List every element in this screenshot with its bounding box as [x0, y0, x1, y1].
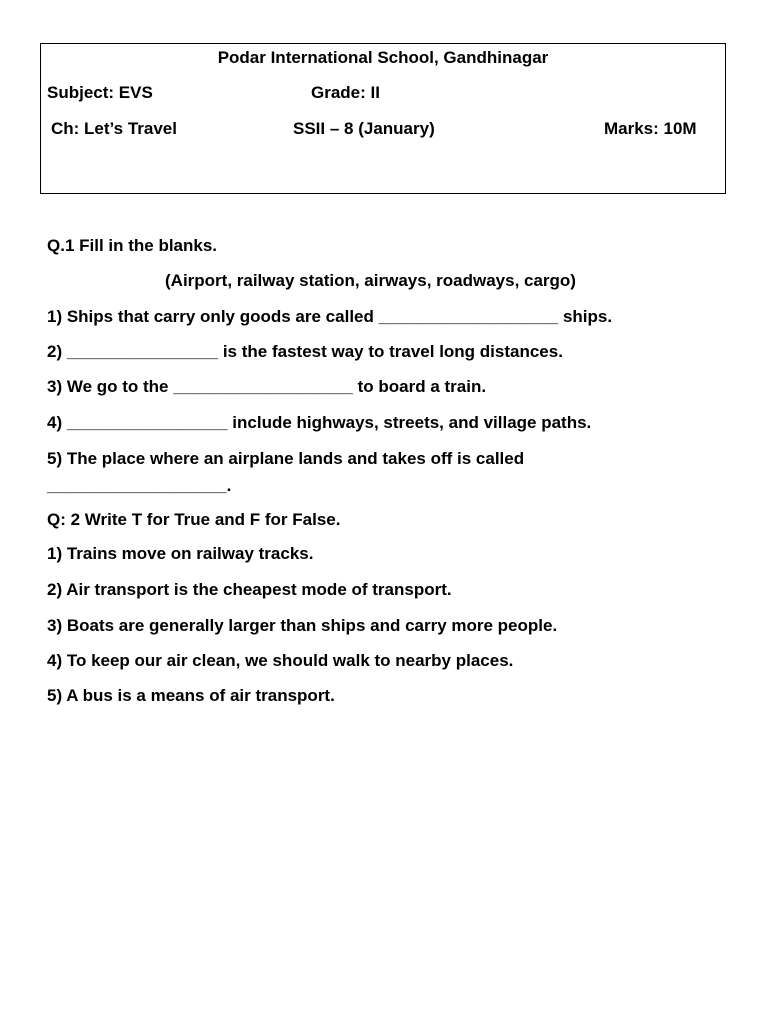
- q1-title: Q.1 Fill in the blanks.: [47, 236, 218, 255]
- q1-item: 1) Ships that carry only goods are called ___________________ ships.: [47, 307, 613, 326]
- chapter-label: Ch: Let’s Travel: [51, 119, 177, 138]
- q1-word-bank: (Airport, railway station, airways, roadways, cargo): [165, 271, 576, 290]
- grade-label: Grade: II: [311, 83, 380, 102]
- q2-item: 4) To keep our air clean, we should walk to nearby places.: [47, 651, 514, 670]
- test-label: SSII – 8 (January): [293, 119, 435, 138]
- q2-title: Q: 2 Write T for True and F for False.: [47, 510, 341, 529]
- subject-label: Subject: EVS: [47, 83, 153, 102]
- q1-item: 2) ________________ is the fastest way to travel long distances.: [47, 342, 563, 361]
- q1-item: 4) _________________ include highways, streets, and village paths.: [47, 413, 592, 432]
- q1-item-continuation: ___________________.: [47, 476, 232, 495]
- q2-item: 2) Air transport is the cheapest mode of transport.: [47, 580, 452, 599]
- q2-item: 3) Boats are generally larger than ships and carry more people.: [47, 616, 558, 635]
- q2-item: 5) A bus is a means of air transport.: [47, 686, 335, 705]
- school-name: Podar International School, Gandhinagar: [217, 48, 549, 67]
- q1-item: 5) The place where an airplane lands and takes off is called: [47, 449, 525, 468]
- header-box: [40, 43, 726, 194]
- q2-item: 1) Trains move on railway tracks.: [47, 544, 314, 563]
- marks-label: Marks: 10M: [604, 119, 697, 138]
- q1-item: 3) We go to the ___________________ to board a train.: [47, 377, 487, 396]
